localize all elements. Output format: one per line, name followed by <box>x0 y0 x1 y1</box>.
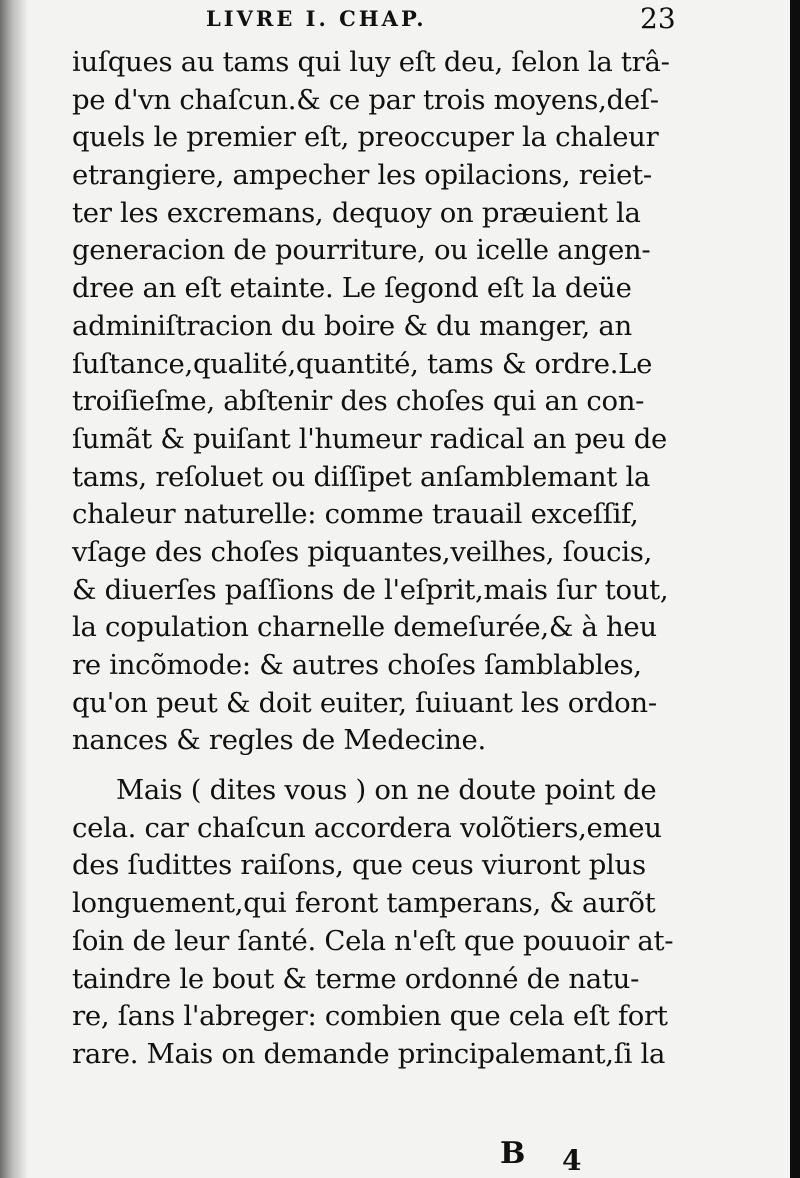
binding-gutter-shadow <box>0 0 28 1178</box>
page-header <box>0 2 790 42</box>
text-line: tams, reſoluet ou diſſipet anſamblemant la <box>72 460 651 493</box>
text-line: adminiſtracion du boire & du manger, an <box>72 309 632 342</box>
text-line: ſoin de leur ſanté. Cela n'eſt que pouuoir at- <box>72 924 674 957</box>
text-line: dree an eſt etainte. Le ſegond eſt la deüe <box>72 272 632 305</box>
text-line: des ſudittes raiſons, que ceus viuront plus <box>72 849 646 882</box>
text-line: la copulation charnelle demeſurée,& à heu <box>72 611 657 644</box>
paragraph-2 <box>72 772 692 1074</box>
text-line: re, ſans l'abreger: combien que cela eſt fort <box>72 1000 668 1033</box>
text-line: vſage des choſes piquantes,veilhes, ſoucis, <box>72 535 653 568</box>
text-line: etrangiere, ampecher les opilacions, reiet- <box>72 159 652 192</box>
text-line: longuement,qui feront tamperans, & aurõt <box>72 887 656 920</box>
paragraph-gap <box>72 760 692 772</box>
signature-number: 4 <box>562 1144 582 1177</box>
body-text <box>72 44 692 1074</box>
text-line: troiſieſme, abſtenir des choſes qui an con- <box>72 385 645 418</box>
text-line: Mais ( dites vous ) on ne doute point de <box>116 774 657 807</box>
text-line: ſuſtance,qualité,quantité, tams & ordre.Le <box>72 347 653 380</box>
text-line: taindre le bout & terme ordonné de natu- <box>72 962 640 995</box>
text-line: nances & regles de Medecine. <box>72 724 486 757</box>
text-line: pe d'vn chaſcun.& ce par trois moyens,deſ- <box>72 83 659 116</box>
signature-mark: B <box>500 1136 526 1171</box>
text-line: re incõmode: & autres choſes ſamblables, <box>72 649 642 681</box>
text-line: generacion de pourriture, ou icelle angen- <box>72 234 651 267</box>
page-footer <box>0 1130 790 1178</box>
text-line: ter les excremans, dequoy on præuient la <box>72 196 641 229</box>
text-line: & diuerſes paſſions de l'eſprit,mais ſur tout, <box>72 573 669 606</box>
page-edge-shadow <box>790 0 800 1178</box>
text-line: iuſques au tams qui luy eſt deu, ſelon la trâ- <box>72 46 670 78</box>
page-number: 23 <box>640 2 676 35</box>
text-line: cela. car chaſcun accordera volõtiers,emeu <box>72 811 662 844</box>
text-line: qu'on peut & doit euiter, ſuiuant les ordon- <box>72 686 657 719</box>
text-line: chaleur naturelle: comme trauail exceſſif, <box>72 498 639 531</box>
paragraph-1 <box>72 44 692 760</box>
text-line: quels le premier eſt, preoccuper la chaleur <box>72 121 659 154</box>
running-head: LIVRE I. CHAP. <box>206 6 427 31</box>
text-line: rare. Mais on demande principalemant,ſi la <box>72 1037 666 1070</box>
text-line: ſumãt & puiſant l'humeur radical an peu de <box>72 422 668 455</box>
